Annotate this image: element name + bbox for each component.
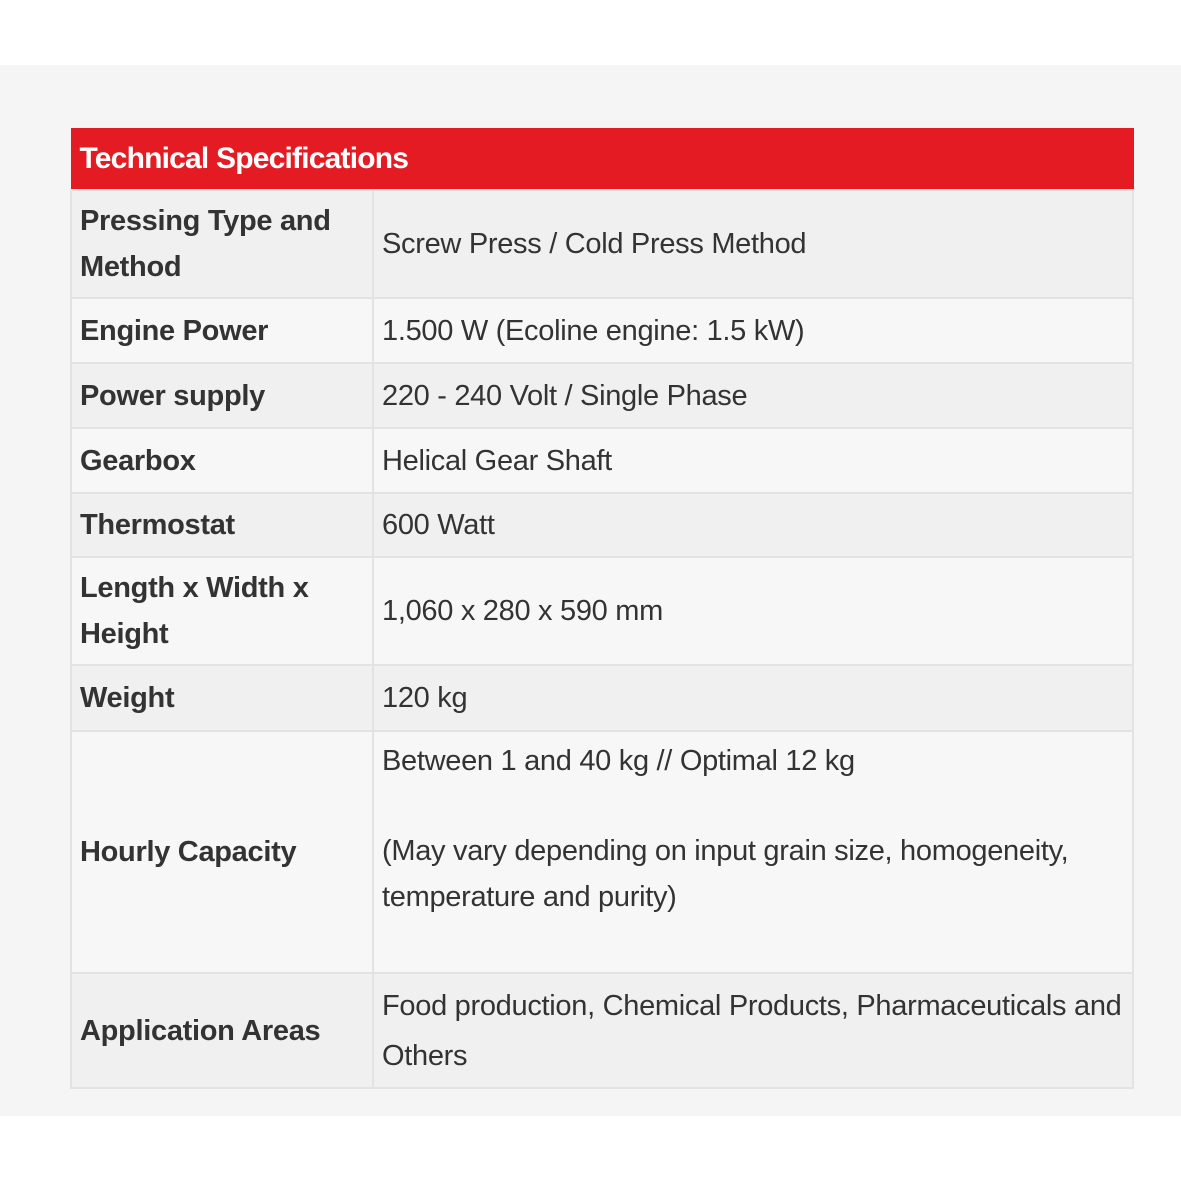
spec-label: Weight: [71, 665, 373, 731]
spec-value-cell: [373, 731, 1133, 973]
spec-label: Gearbox: [71, 428, 373, 493]
spec-value: Between 1 and 40 kg // Optimal 12 kg: [382, 745, 855, 777]
spacer: [382, 784, 1124, 828]
table-title: Technical Specifications: [71, 129, 1133, 191]
technical-specifications-table: [70, 128, 1134, 1089]
spec-label: Power supply: [71, 363, 373, 428]
spec-value: 120 kg: [373, 665, 1133, 731]
spec-value: 1.500 W (Ecoline engine: 1.5 kW): [373, 298, 1133, 363]
table-row: [71, 973, 1133, 1088]
spec-value: 220 - 240 Volt / Single Phase: [373, 363, 1133, 428]
table-row: [71, 298, 1133, 363]
spec-label: Application Areas: [71, 973, 373, 1088]
table-row: [71, 363, 1133, 428]
spec-note: (May vary depending on input grain size, homogeneity, temperature and purity): [382, 835, 1069, 913]
table-row: [71, 665, 1133, 731]
spec-label: Length x Width x Height: [71, 557, 373, 665]
table-row: [71, 557, 1133, 665]
spec-value: 600 Watt: [373, 493, 1133, 557]
spec-label: Pressing Type and Method: [71, 190, 373, 298]
spec-value: 1,060 x 280 x 590 mm: [373, 557, 1133, 665]
spec-label: Hourly Capacity: [71, 731, 373, 973]
spec-label: Thermostat: [71, 493, 373, 557]
table-row: [71, 731, 1133, 973]
table-row: [71, 428, 1133, 493]
spec-value: Screw Press / Cold Press Method: [373, 190, 1133, 298]
spec-value: Helical Gear Shaft: [373, 428, 1133, 493]
spec-label: Engine Power: [71, 298, 373, 363]
table-row: [71, 493, 1133, 557]
table-row: [71, 190, 1133, 298]
spec-value: Food production, Chemical Products, Pharmaceuticals and Others: [373, 973, 1133, 1088]
table-header-row: [71, 129, 1133, 191]
